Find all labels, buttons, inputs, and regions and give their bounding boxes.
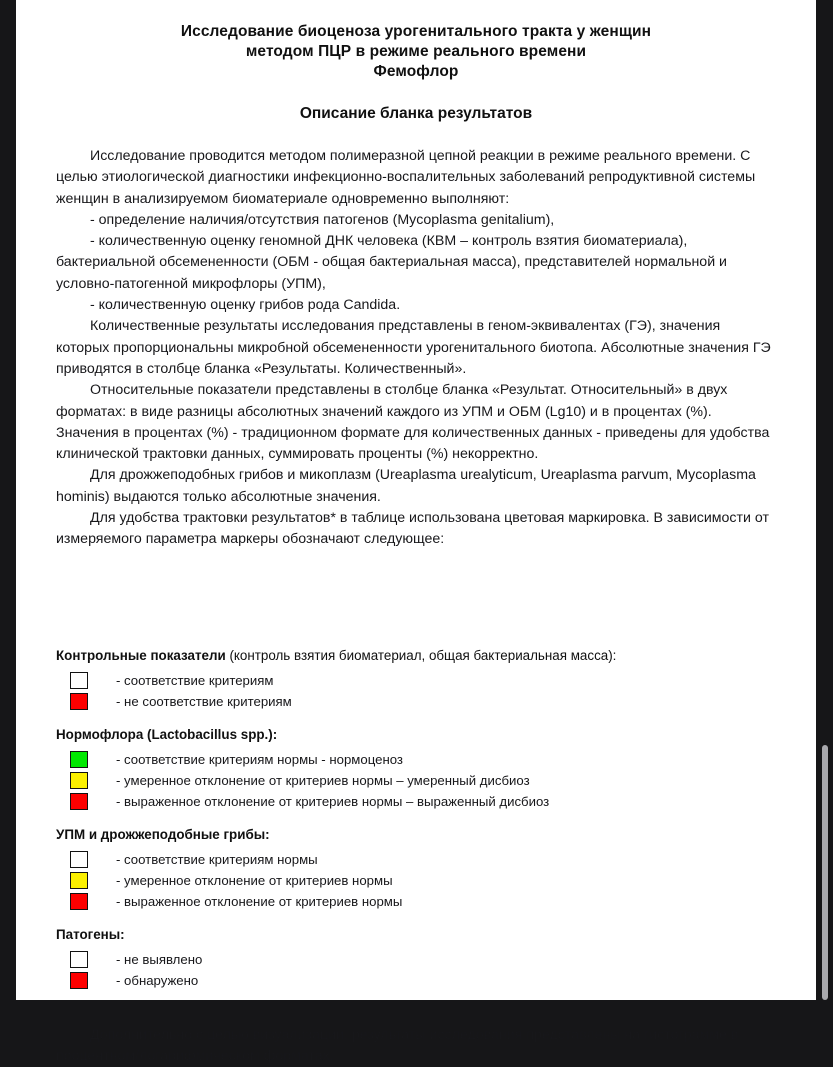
legend-heading [56,826,776,844]
closing-paragraph-block [56,1025,776,1067]
paragraph-intro: Исследование проводится методом полимеразной цепной реакции в режиме реального времени. С целью этиологической диагностики инфекционно-воспалительных заболеваний репродуктивной системы женщин в анализируемом биоматериале одновременно выполняют: [56,148,756,207]
legend-row-label: - выраженное отклонение от критериев нормы [116,893,403,909]
legend-row [56,671,776,691]
legend-heading [56,726,776,744]
paragraph-quantitative: Количественные результаты исследования представлены в геном-эквивалентах (ГЭ), значения которых пропорциональны микробной обсемененности урогенитального биотопа. Абсолютные значения ГЭ приводятся в столбце бланка «Результаты. Количественный». [56,318,771,377]
paragraph-bullet-dna: - количественную оценку геномной ДНК человека (КВМ – контроль взятия биоматериала), бактериальной обсемененности (ОБМ - общая бактериальная масса), представителей нормальной и условно-патогенной микрофлоры (УПМ), [56,233,727,292]
title-line-1: Исследование биоценоза урогенитального тракта у женщин [180,23,652,40]
legend-heading-bold: Патогены: [56,926,125,942]
document-page [16,0,816,1064]
legend-heading-bold: УПМ и дрожжеподобные грибы: [56,826,270,842]
legend-heading-bold: Нормофлора (Lactobacillus spp.): [56,726,278,742]
vertical-scrollbar-track[interactable] [816,0,833,1000]
color-swatch-yellow [70,872,88,889]
legend-row [56,792,776,812]
legend-heading [56,647,776,665]
color-swatch-green [70,751,88,768]
color-swatch-white [70,672,88,689]
legend-heading-normal: (контроль взятия биоматериал, общая бактериальная масса): [225,647,617,663]
legend-row [56,692,776,712]
legend-row-label: - соответствие критериям [116,672,274,688]
document-body [56,146,776,551]
paragraph-color-marking: Для удобства трактовки результатов* в таблице использована цветовая маркировка. В зависимости от измеряемого параметра маркеры обозначают следующее: [56,510,769,548]
color-swatch-red [70,793,88,810]
legend-row-label: - не соответствие критериям [116,693,292,709]
color-swatch-white [70,951,88,968]
vertical-scrollbar-thumb[interactable] [822,745,828,1000]
legend-row [56,892,776,912]
legend-row-label: - умеренное отклонение от критериев нормы – умеренный дисбиоз [116,772,530,788]
title-line-2: методом ПЦР в режиме реального времени [245,43,587,60]
paragraph-relative: Относительные показатели представлены в столбце бланка «Результат. Относительный» в двух форматах: в виде разницы абсолютных значений каждого из УПМ и ОБМ (Lg10) и в процентах (%). Значения в процентах (%) - традиционном формате для количественных данных - приведены для удобства клинической трактовки данных, суммировать проценты (%) некорректно. [56,382,770,463]
legend-row [56,871,776,891]
legend-row-label: - умеренное отклонение от критериев нормы [116,872,393,888]
legend-row [56,950,776,970]
paragraph-bullet-candida: - количественную оценку грибов рода Candida. [90,297,401,314]
legend-row [56,771,776,791]
color-swatch-red [70,972,88,989]
legend-group-upm-yeast [56,826,776,912]
closing-paragraph: Дополнительно с целью визуализации, результаты исследования представлены на гистограмме в процентном/логарифмическом форматах. [56,1026,739,1064]
paragraph-bullet-pathogens: - определение наличия/отсутствия патогенов (Mycoplasma genitalium), [90,211,555,228]
document-subtitle: Описание бланка результатов [299,105,533,122]
title-line-3: Фемофлор [373,63,459,80]
legend-row-label: - не выявлено [116,951,203,967]
legend-row-label: - соответствие критериям нормы [116,851,318,867]
legend-row-label: - обнаружено [116,972,199,988]
legend-row [56,971,776,991]
legend-row-label: - соответствие критериям нормы - нормоценоз [116,751,403,767]
legend-row [56,750,776,770]
legend-row [56,850,776,870]
color-swatch-yellow [70,772,88,789]
legend-group-pathogens [56,926,776,991]
legend-heading [56,926,776,944]
color-swatch-red [70,893,88,910]
legend-group-normoflora [56,726,776,812]
paragraph-yeast: Для дрожжеподобных грибов и микоплазм (Ureaplasma urealyticum, Ureaplasma parvum, Mycoplasma hominis) выдаются только абсолютные значения. [56,467,756,505]
legend-row-label: - выраженное отклонение от критериев нормы – выраженный дисбиоз [116,793,550,809]
color-swatch-white [70,851,88,868]
color-legend [56,647,776,991]
legend-group-control-indicators [56,647,776,712]
color-swatch-red [70,693,88,710]
document-title [56,0,776,82]
legend-heading-bold: Контрольные показатели [56,647,226,663]
